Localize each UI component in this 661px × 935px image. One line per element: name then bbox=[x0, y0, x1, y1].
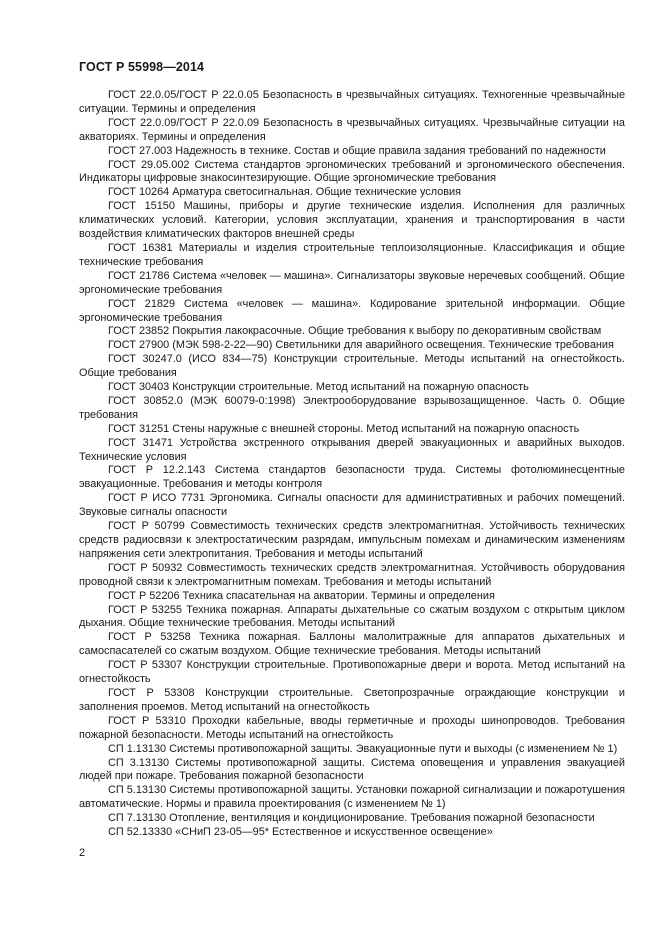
reference-item: ГОСТ 22.0.09/ГОСТ Р 22.0.09 Безопасность в чрезвычайных ситуациях. Чрезвычайные ситуации на акваториях. Термины и определения bbox=[79, 116, 625, 143]
reference-item: ГОСТ Р 53258 Техника пожарная. Баллоны малолитражные для аппаратов дыхательных и самоспасателей со сжатым воздухом. Общие технические требования. Методы испытаний bbox=[79, 631, 625, 658]
reference-item: ГОСТ 31471 Устройства экстренного открывания дверей эвакуационных и аварийных выходов. Технические условия bbox=[79, 436, 625, 463]
reference-item: СП 3.13130 Системы противопожарной защиты. Система оповещения и управления эвакуацией людей при пожаре. Требования пожарной безопасности bbox=[79, 756, 625, 783]
reference-item: СП 7.13130 Отопление, вентиляция и кондиционирование. Требования пожарной безопасности bbox=[108, 812, 595, 825]
reference-item: ГОСТ 10264 Арматура светосигнальная. Общие технические условия bbox=[108, 186, 462, 199]
reference-item: ГОСТ Р ИСО 7731 Эргономика. Сигналы опасности для административных и рабочих помещений. Звуковые сигналы опасности bbox=[79, 492, 625, 519]
document-header: ГОСТ Р 55998—2014 bbox=[79, 60, 205, 74]
reference-item: ГОСТ 31251 Стены наружные с внешней стороны. Метод испытаний на пожарную опасность bbox=[108, 422, 580, 435]
reference-item: ГОСТ 21829 Система «человек — машина». Кодирование зрительной информации. Общие эргономические требования bbox=[79, 297, 625, 324]
reference-item: ГОСТ 27.003 Надежность в технике. Состав и общие правила задания требований по надежности bbox=[108, 144, 606, 157]
reference-item: ГОСТ 27900 (МЭК 598-2-22—90) Светильники для аварийного освещения. Технические требования bbox=[108, 339, 614, 352]
reference-item: СП 52.13330 «СНиП 23-05—95* Естественное и искусственное освещение» bbox=[108, 826, 493, 839]
reference-item: ГОСТ 23852 Покрытия лакокрасочные. Общие требования к выбору по декоративным свойствам bbox=[108, 325, 602, 338]
reference-item: ГОСТ 30403 Конструкции строительные. Метод испытаний на пожарную опасность bbox=[108, 381, 529, 394]
reference-item: ГОСТ Р 53307 Конструкции строительные. Противопожарные двери и ворота. Метод испытаний на огнестойкость bbox=[79, 659, 625, 686]
reference-item: ГОСТ 16381 Материалы и изделия строительные теплоизоляционные. Классификация и общие технические требования bbox=[79, 241, 625, 268]
reference-item: ГОСТ Р 52206 Техника спасательная на акватории. Термины и определения bbox=[108, 589, 495, 602]
reference-item: СП 5.13130 Системы противопожарной защиты. Установки пожарной сигнализации и пожаротушения автоматические. Нормы и правила проектирования (с изменением № 1) bbox=[79, 784, 625, 811]
reference-item: ГОСТ Р 53308 Конструкции строительные. Светопрозрачные ограждающие конструкции и заполнения проемов. Метод испытаний на огнестойкость bbox=[79, 686, 625, 713]
reference-item: ГОСТ Р 53310 Проходки кабельные, вводы герметичные и проходы шинопроводов. Требования пожарной безопасности. Методы испытаний на огнестойкость bbox=[79, 714, 625, 741]
normative-references-list bbox=[79, 89, 625, 840]
reference-item: ГОСТ Р 12.2.143 Система стандартов безопасности труда. Системы фотолюминесцентные эвакуационные. Требования и методы контроля bbox=[79, 464, 625, 491]
reference-item: ГОСТ Р 53255 Техника пожарная. Аппараты дыхательные со сжатым воздухом с открытым циклом дыхания. Общие технические требования. Методы испытаний bbox=[79, 603, 625, 630]
reference-item: ГОСТ 21786 Система «человек — машина». Сигнализаторы звуковые неречевых сообщений. Общие эргономические требования bbox=[79, 269, 625, 296]
reference-item: ГОСТ 30852.0 (МЭК 60079-0:1998) Электрооборудование взрывозащищенное. Часть 0. Общие требования bbox=[79, 394, 625, 421]
reference-item: ГОСТ 22.0.05/ГОСТ Р 22.0.05 Безопасность в чрезвычайных ситуациях. Техногенные чрезвычайные ситуации. Термины и определения bbox=[79, 89, 625, 115]
reference-item: ГОСТ 29.05.002 Система стандартов эргономических требований и эргономического обеспечения. Индикаторы цифровые знакосинтезирующие. Общие эргономические требования bbox=[79, 158, 625, 185]
reference-item: ГОСТ 30247.0 (ИСО 834—75) Конструкции строительные. Методы испытаний на огнестойкость. Общие требования bbox=[79, 353, 625, 380]
reference-item: СП 1.13130 Системы противопожарной защиты. Эвакуационные пути и выходы (с изменением № 1) bbox=[108, 742, 618, 755]
reference-item: ГОСТ Р 50799 Совместимость технических средств электромагнитная. Устойчивость технических средств радиосвязи к электростатическим разрядам, импульсным помехам и динамическим изменениям напряжения сети электропитания. Требования и методы испытаний bbox=[79, 520, 625, 560]
page-number: 2 bbox=[79, 847, 86, 859]
reference-item: ГОСТ 15150 Машины, приборы и другие технические изделия. Исполнения для различных климатических условий. Категории, условия эксплуатации, хранения и транспортирования в части воздействия климатических факторов внешней среды bbox=[79, 200, 625, 241]
reference-item: ГОСТ Р 50932 Совместимость технических средств электромагнитная. Устойчивость оборудования проводной связи к электромагнитным помехам. Требования и методы испытаний bbox=[79, 561, 625, 588]
